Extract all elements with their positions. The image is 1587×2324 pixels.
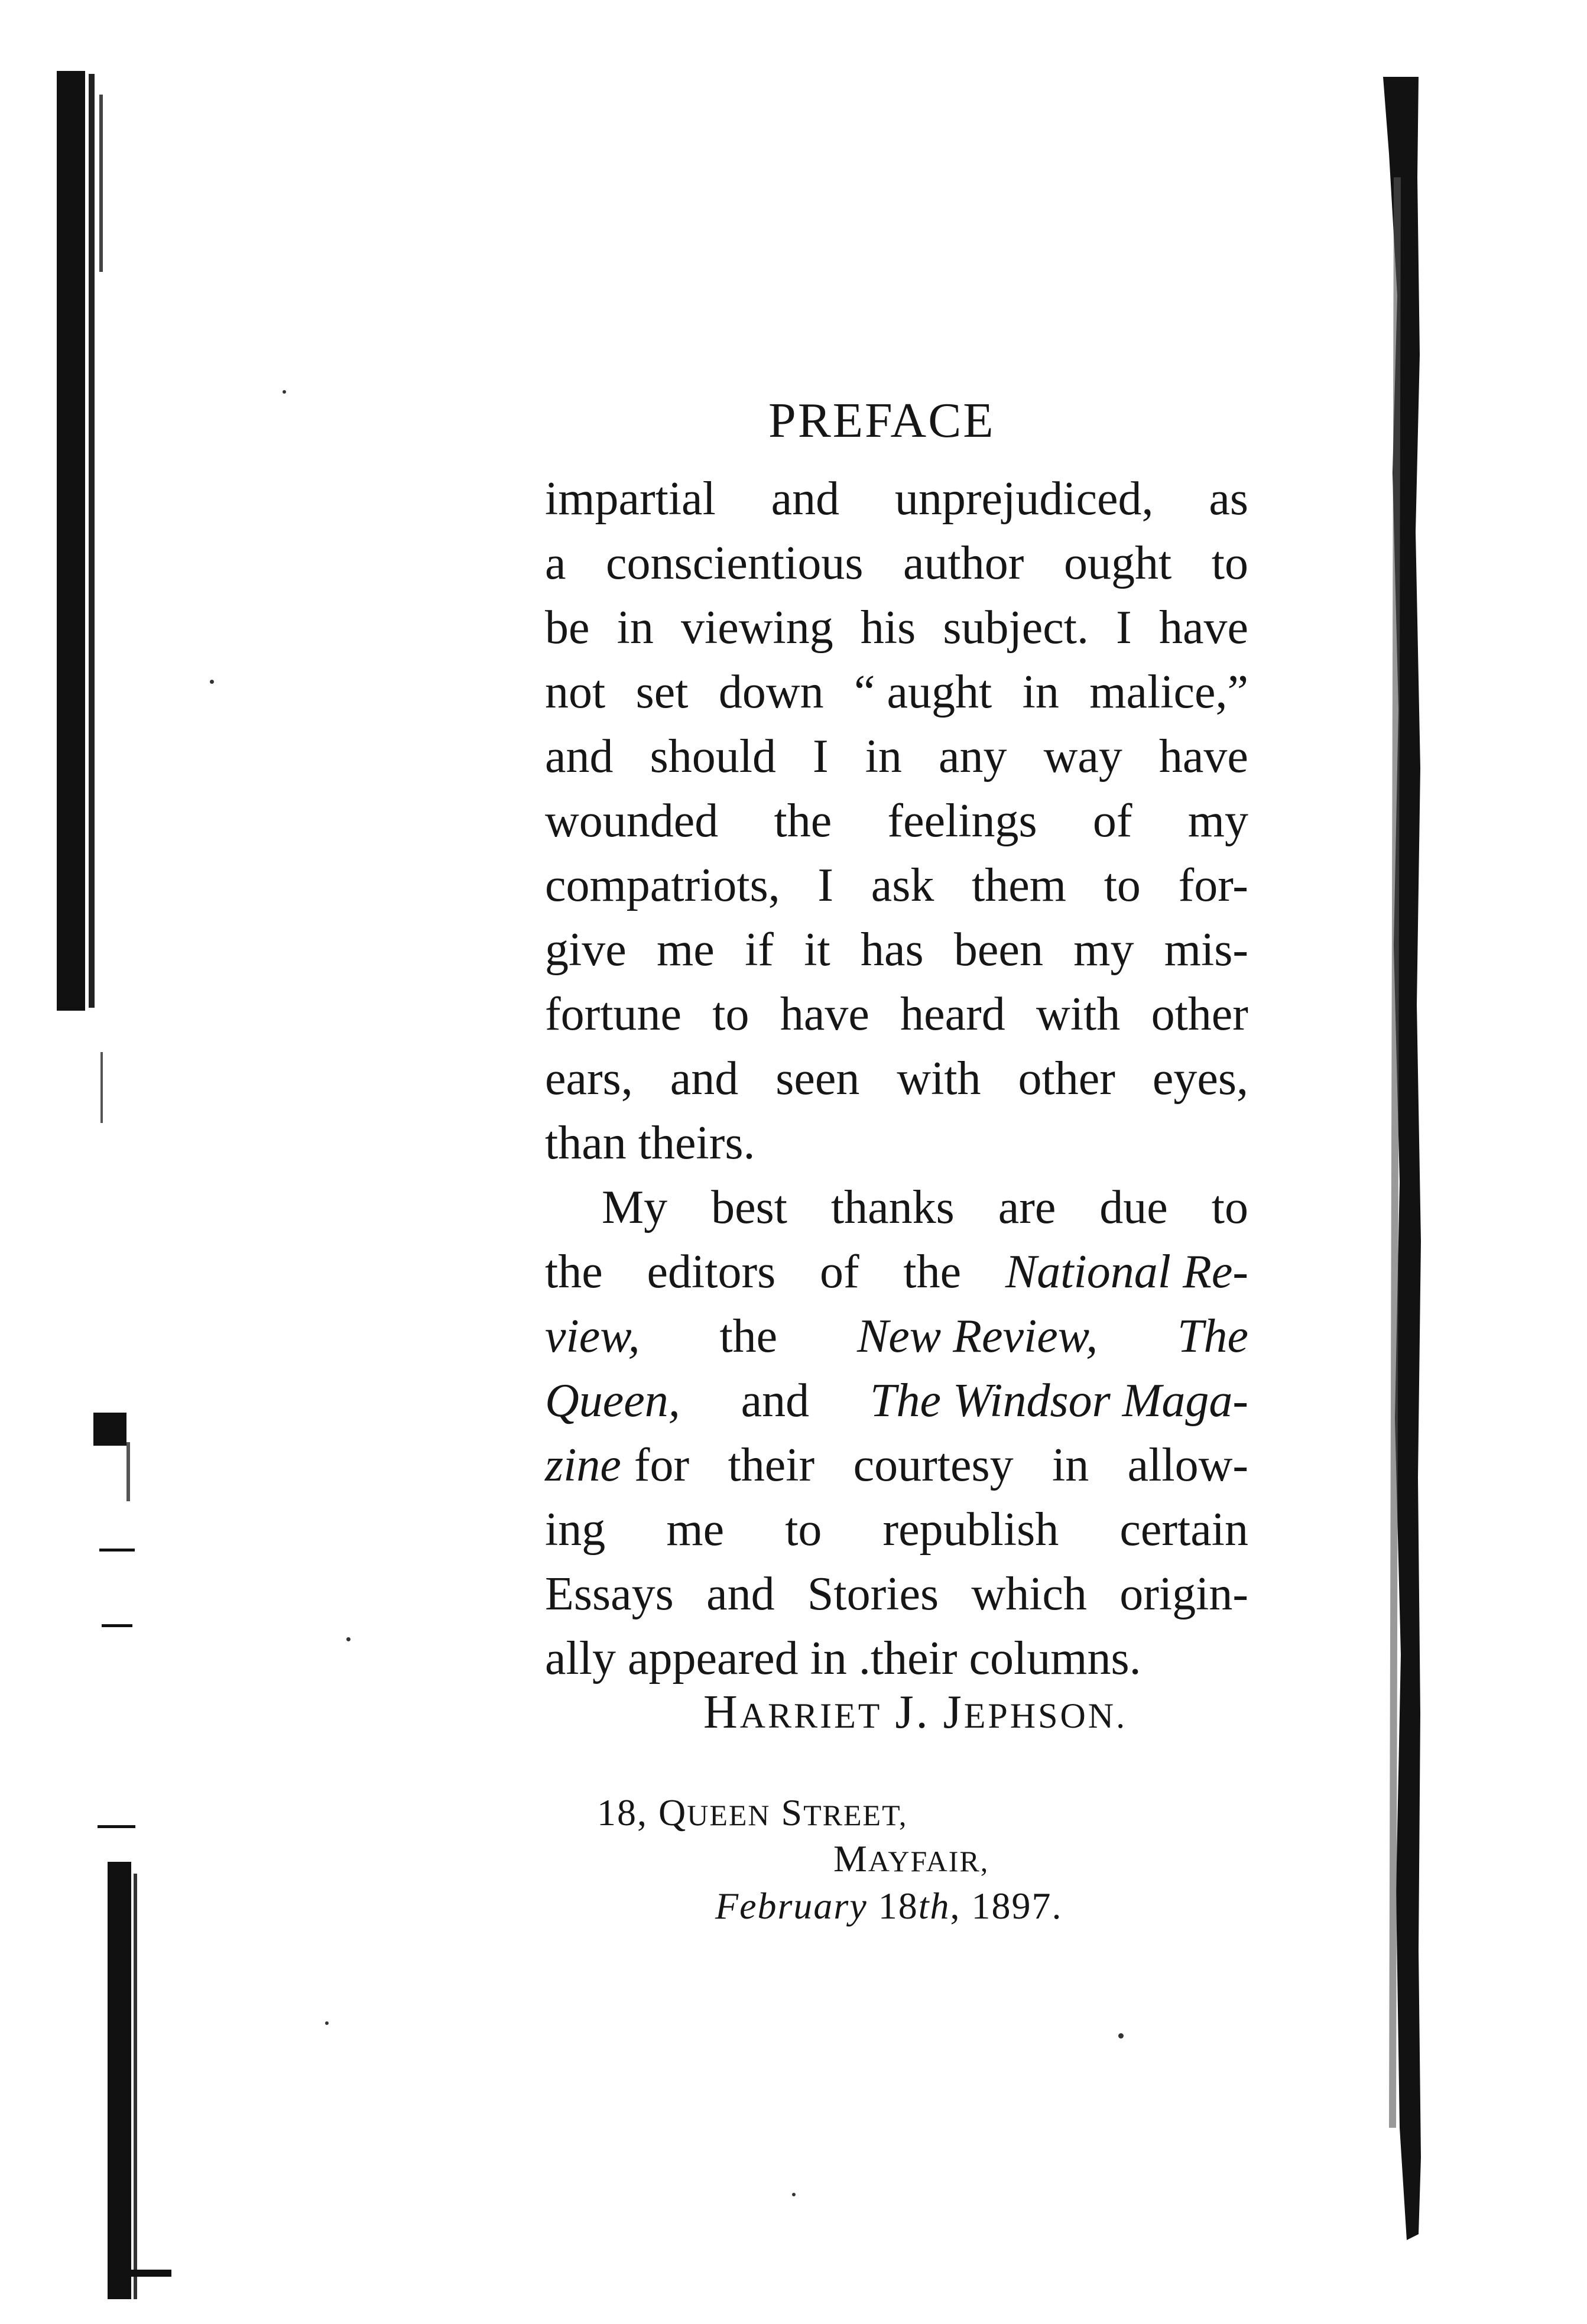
text-line bbox=[545, 982, 1248, 1047]
address-part: Q bbox=[658, 1791, 687, 1833]
text-line bbox=[545, 1369, 1248, 1433]
word: author bbox=[903, 537, 1024, 589]
word: other bbox=[1151, 988, 1248, 1040]
word: have bbox=[1158, 731, 1248, 783]
word: and bbox=[670, 1053, 739, 1105]
page-heading: PREFACE bbox=[768, 393, 995, 448]
word: and bbox=[771, 473, 840, 525]
word: appeared bbox=[627, 1632, 799, 1684]
address-date bbox=[715, 1884, 1063, 1928]
word: been bbox=[953, 924, 1043, 976]
word: way bbox=[1043, 731, 1122, 783]
text-line bbox=[545, 918, 1248, 982]
word: the bbox=[719, 1310, 778, 1362]
word: to bbox=[1211, 537, 1248, 589]
address-number: 18, bbox=[597, 1791, 648, 1833]
word: theirs. bbox=[638, 1117, 755, 1169]
word: it bbox=[804, 924, 830, 976]
word: and bbox=[706, 1568, 775, 1620]
speck bbox=[792, 2193, 796, 2196]
italic-title: New Review, bbox=[856, 1310, 1098, 1362]
word: me bbox=[657, 924, 715, 976]
text-line bbox=[545, 853, 1248, 918]
address-part: AYFAIR, bbox=[868, 1845, 989, 1878]
text-line bbox=[545, 531, 1248, 596]
signature-part: J bbox=[943, 1686, 964, 1738]
preface-body bbox=[545, 467, 1248, 1691]
italic-title: zine bbox=[545, 1439, 621, 1491]
word: the bbox=[545, 1246, 603, 1298]
word: ears, bbox=[545, 1053, 633, 1105]
text-line bbox=[545, 1498, 1248, 1562]
word: in bbox=[810, 1632, 847, 1684]
word: be bbox=[545, 602, 590, 654]
word: other bbox=[1018, 1053, 1115, 1105]
word: ought bbox=[1063, 537, 1172, 589]
word: in bbox=[865, 731, 902, 783]
word: to bbox=[712, 988, 749, 1040]
text-line bbox=[545, 789, 1248, 853]
address-street bbox=[597, 1791, 907, 1835]
left-scan-edge bbox=[0, 0, 189, 2324]
text-line bbox=[545, 1176, 1248, 1240]
text-line bbox=[545, 1433, 1248, 1498]
date-day: 18 bbox=[878, 1885, 919, 1927]
author-signature bbox=[703, 1686, 1127, 1739]
word: give bbox=[545, 924, 627, 976]
word: are bbox=[998, 1182, 1056, 1234]
word: subject. bbox=[943, 602, 1089, 654]
word: “ aught bbox=[854, 666, 992, 718]
word: to bbox=[1211, 1182, 1248, 1234]
word: .their bbox=[858, 1632, 958, 1684]
word: columns. bbox=[969, 1632, 1141, 1684]
word: in bbox=[616, 602, 654, 654]
italic-title: Queen, bbox=[545, 1375, 680, 1427]
word: to bbox=[785, 1504, 822, 1556]
word: I bbox=[813, 731, 829, 783]
signature-part: EPHSON. bbox=[963, 1696, 1128, 1735]
word: them bbox=[972, 859, 1067, 911]
text-line bbox=[545, 725, 1248, 789]
word: not bbox=[545, 666, 606, 718]
text-line bbox=[545, 1111, 1248, 1176]
speck bbox=[325, 2021, 329, 2025]
word: a bbox=[545, 537, 566, 589]
date-year: , 1897. bbox=[950, 1885, 1063, 1927]
word: eyes, bbox=[1152, 1053, 1248, 1105]
word: wounded bbox=[545, 795, 719, 847]
word: heard bbox=[900, 988, 1005, 1040]
word: for- bbox=[1178, 859, 1248, 911]
word-group: for their courtesy in allow- bbox=[634, 1439, 1248, 1491]
word: editors bbox=[647, 1246, 776, 1298]
address-area bbox=[833, 1837, 989, 1881]
word: ing bbox=[545, 1504, 606, 1556]
word: My bbox=[602, 1182, 668, 1234]
word: unprejudiced, bbox=[894, 473, 1154, 525]
word: my bbox=[1073, 924, 1134, 976]
speck bbox=[283, 390, 286, 394]
word: with bbox=[897, 1053, 981, 1105]
word: thanks bbox=[830, 1182, 955, 1234]
text-line bbox=[545, 1047, 1248, 1111]
word: set bbox=[635, 666, 689, 718]
italic-title: The Windsor Maga- bbox=[870, 1375, 1248, 1427]
word: fortune bbox=[545, 988, 682, 1040]
right-scan-edge bbox=[1383, 0, 1587, 2324]
text-line bbox=[545, 596, 1248, 660]
word: compatriots, bbox=[545, 859, 780, 911]
word: in bbox=[1022, 666, 1059, 718]
word: down bbox=[718, 666, 824, 718]
word: due bbox=[1099, 1182, 1168, 1234]
word: the bbox=[774, 795, 832, 847]
text-line bbox=[545, 1240, 1248, 1304]
speck bbox=[210, 680, 214, 684]
date-month: February bbox=[715, 1885, 868, 1927]
word: my bbox=[1187, 795, 1248, 847]
word: as bbox=[1209, 473, 1248, 525]
text-line bbox=[545, 1304, 1248, 1369]
word: and bbox=[741, 1375, 810, 1427]
word: mis- bbox=[1164, 924, 1248, 976]
speck bbox=[346, 1637, 350, 1641]
word: certain bbox=[1119, 1504, 1248, 1556]
date-suffix: th bbox=[918, 1885, 950, 1927]
word: Stories bbox=[807, 1568, 939, 1620]
word: if bbox=[745, 924, 774, 976]
word: impartial bbox=[545, 473, 716, 525]
italic-title: National Re- bbox=[1005, 1246, 1248, 1298]
text-line bbox=[545, 467, 1248, 531]
word: republish bbox=[882, 1504, 1059, 1556]
signature-part: J. bbox=[895, 1686, 930, 1738]
signature-part: H bbox=[703, 1686, 740, 1738]
address-part: TREET, bbox=[803, 1799, 908, 1832]
word: have bbox=[780, 988, 869, 1040]
address-part: M bbox=[833, 1838, 868, 1880]
word: best bbox=[711, 1182, 787, 1234]
italic-title: view, bbox=[545, 1310, 640, 1362]
word: feelings bbox=[887, 795, 1037, 847]
word: Essays bbox=[545, 1568, 674, 1620]
speck bbox=[1118, 2033, 1124, 2039]
word: malice,” bbox=[1089, 666, 1248, 718]
word: any bbox=[939, 731, 1007, 783]
word: with bbox=[1036, 988, 1121, 1040]
word: origin- bbox=[1119, 1568, 1248, 1620]
word: has bbox=[860, 924, 924, 976]
word: have bbox=[1158, 602, 1248, 654]
word: I bbox=[1116, 602, 1132, 654]
address-part: UEEN bbox=[687, 1799, 771, 1832]
word: ask bbox=[871, 859, 934, 911]
italic-title: The bbox=[1177, 1310, 1248, 1362]
word: of bbox=[820, 1246, 859, 1298]
word: I bbox=[817, 859, 834, 911]
word: the bbox=[903, 1246, 962, 1298]
word: which bbox=[971, 1568, 1087, 1620]
word: and bbox=[545, 731, 614, 783]
word: to bbox=[1104, 859, 1141, 911]
word: of bbox=[1092, 795, 1132, 847]
word: seen bbox=[775, 1053, 860, 1105]
word: ally bbox=[545, 1632, 616, 1684]
text-line bbox=[545, 1627, 1248, 1691]
word: should bbox=[650, 731, 776, 783]
word: conscientious bbox=[606, 537, 864, 589]
text-line bbox=[545, 660, 1248, 725]
word: than bbox=[545, 1117, 627, 1169]
word: his bbox=[860, 602, 916, 654]
signature-part: ARRIET bbox=[739, 1696, 882, 1735]
address-part: S bbox=[781, 1791, 804, 1833]
word: viewing bbox=[681, 602, 833, 654]
text-line bbox=[545, 1562, 1248, 1627]
word: me bbox=[666, 1504, 725, 1556]
